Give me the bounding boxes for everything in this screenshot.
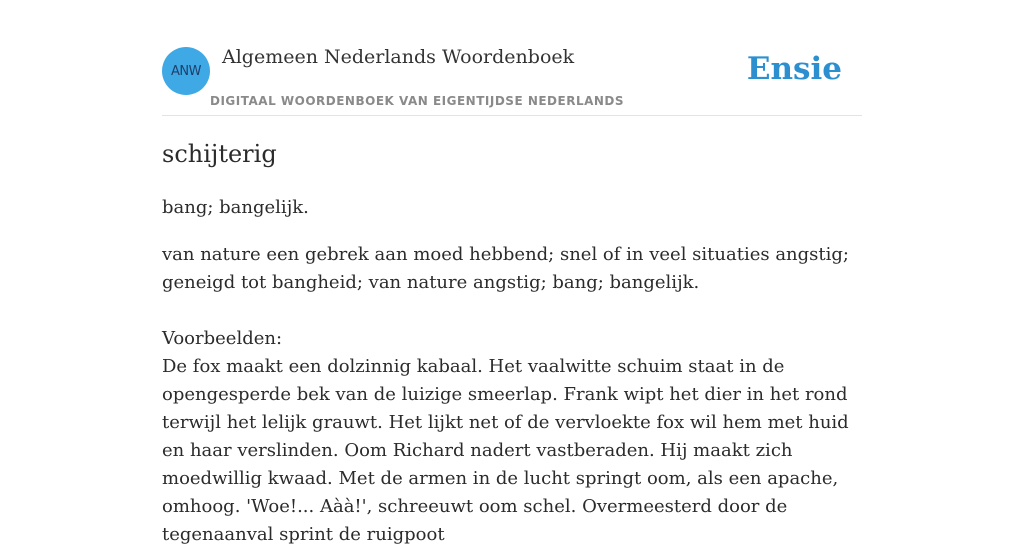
short-definition: bang; bangelijk. [162,197,309,218]
long-definition: van nature een gebrek aan moed hebbend; snel of in veel situaties angstig; geneigd tot bangheid; van nature angstig; bang; bangelijk. [162,244,849,293]
anw-logo[interactable] [162,47,210,95]
entry-content [162,136,862,549]
logo-text: ANW [171,63,201,79]
site-subtitle: DIGITAAL WOORDENBOEK VAN EIGENTIJDSE NEDERLANDS [210,94,625,108]
site-header [162,38,862,116]
example-text: De fox maakt een dolzinnig kabaal. Het vaalwitte schuim staat in de opengesperde bek van de luizige smeerlap. Frank wipt het dier in het rond terwijl het lelijk grauwt. Het lijkt net of de vervloekte fox wil hem met huid en haar verslinden. Oom Richard nadert vastberaden. Hij maakt zich moedwillig kwaad. Met de armen in de lucht springt oom, als een apache, omhoog. 'Woe!... Aàà!', schreeuwt oom schel. Overmeesterd door de tegenaanval sprint de ruigpoot [162,356,849,545]
site-title[interactable]: Algemeen Nederlands Woordenboek [222,46,575,68]
ensie-brand-link[interactable]: Ensie [746,51,842,87]
headword: schijterig [162,140,277,168]
examples-label: Voorbeelden: [162,328,283,349]
